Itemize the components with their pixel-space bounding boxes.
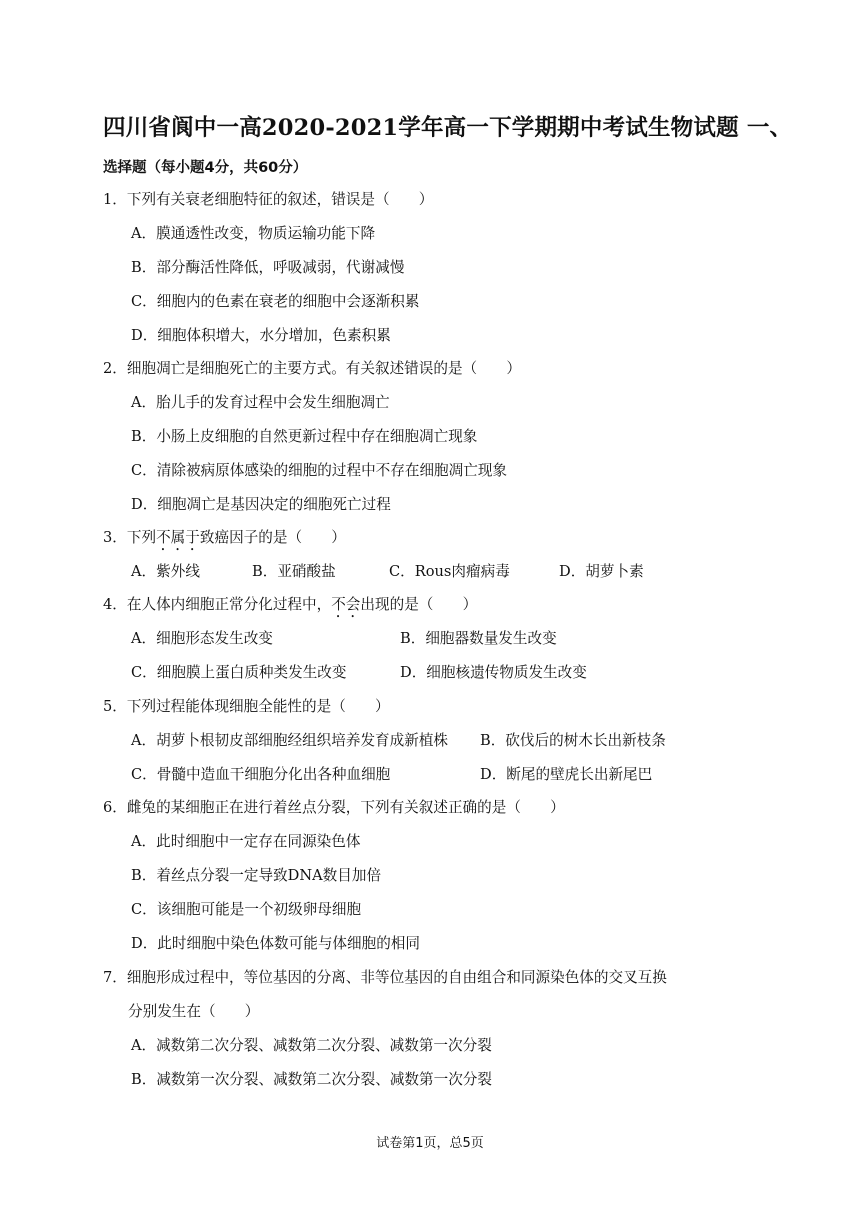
question-5-option-c: C．骨髓中造血干细胞分化出各种血细胞 <box>131 766 391 783</box>
question-5-option-a: A．胡萝卜根韧皮部细胞经组织培养发育成新植株 <box>131 732 449 749</box>
question-3-stem-end: 致癌因子的是（ ） <box>199 529 346 546</box>
page-footer: 试卷第1页，总5页 <box>376 1136 484 1151</box>
question-7-stem-continued: 分别发生在（ ） <box>128 1003 260 1020</box>
question-6-option-b: B．着丝点分裂一定导致DNA数目加倍 <box>131 867 382 884</box>
question-3-emphasis: 不属于 <box>156 529 200 546</box>
question-7-option-b: B．减数第一次分裂、减数第二次分裂、减数第一次分裂 <box>131 1071 492 1088</box>
question-3-option-b: B．亚硝酸盐 <box>252 563 336 580</box>
question-3-stem-start: 3．下列 <box>103 529 157 546</box>
question-2-option-b: B．小肠上皮细胞的自然更新过程中存在细胞凋亡现象 <box>131 428 478 445</box>
section-heading: 选择题（每小题4分，共60分） <box>103 160 308 176</box>
question-7-option-a: A．减数第二次分裂、减数第二次分裂、减数第一次分裂 <box>131 1037 492 1054</box>
question-6-option-c: C．该细胞可能是一个初级卵母细胞 <box>131 901 362 918</box>
question-1-stem: 1．下列有关衰老细胞特征的叙述，错误是（ ） <box>103 191 434 208</box>
question-4-option-a: A．细胞形态发生改变 <box>131 630 273 647</box>
question-6-option-a: A．此时细胞中一定存在同源染色体 <box>131 833 361 850</box>
question-7-stem: 7．细胞形成过程中，等位基因的分离、非等位基因的自由组合和同源染色体的交叉互换 <box>103 969 667 986</box>
question-5-option-d: D．断尾的壁虎长出新尾巴 <box>480 766 653 783</box>
question-4-emphasis: 不会 <box>331 596 361 613</box>
question-4-stem-end: 出现的是（ ） <box>360 596 478 613</box>
question-2-option-d: D．细胞凋亡是基因决定的细胞死亡过程 <box>131 496 391 513</box>
question-1-option-d: D．细胞体积增大，水分增加，色素积累 <box>131 327 391 344</box>
question-2-option-c: C．清除被病原体感染的细胞的过程中不存在细胞凋亡现象 <box>131 462 508 479</box>
question-2-stem: 2．细胞凋亡是细胞死亡的主要方式。有关叙述错误的是（ ） <box>103 360 521 377</box>
question-1-option-a: A．膜通透性改变，物质运输功能下降 <box>131 225 376 242</box>
question-5-option-b: B．砍伐后的树木长出新枝条 <box>480 732 666 749</box>
question-2-option-a: A．胎儿手的发育过程中会发生细胞凋亡 <box>131 394 390 411</box>
question-6-stem: 6．雌兔的某细胞正在进行着丝点分裂，下列有关叙述正确的是（ ） <box>103 799 565 816</box>
question-1-option-c: C．细胞内的色素在衰老的细胞中会逐渐积累 <box>131 293 420 310</box>
question-3-option-d: D．胡萝卜素 <box>559 563 644 580</box>
question-3-option-c: C．Rous肉瘤病毒 <box>389 563 510 580</box>
question-3-option-a: A．紫外线 <box>131 563 200 580</box>
question-4-stem <box>103 593 477 621</box>
question-3-stem <box>103 526 346 554</box>
question-4-option-d: D．细胞核遗传物质发生改变 <box>400 664 587 681</box>
question-1-option-b: B．部分酶活性降低，呼吸减弱，代谢减慢 <box>131 259 405 276</box>
exam-title: 四川省阆中一高2020-2021学年高一下学期期中考试生物试题 一、 <box>103 115 793 141</box>
question-4-option-b: B．细胞器数量发生改变 <box>400 630 557 647</box>
question-4-stem-start: 4．在人体内细胞正常分化过程中， <box>103 596 332 613</box>
question-5-stem: 5．下列过程能体现细胞全能性的是（ ） <box>103 698 390 715</box>
question-6-option-d: D．此时细胞中染色体数可能与体细胞的相同 <box>131 935 420 952</box>
question-4-option-c: C．细胞膜上蛋白质种类发生改变 <box>131 664 347 681</box>
